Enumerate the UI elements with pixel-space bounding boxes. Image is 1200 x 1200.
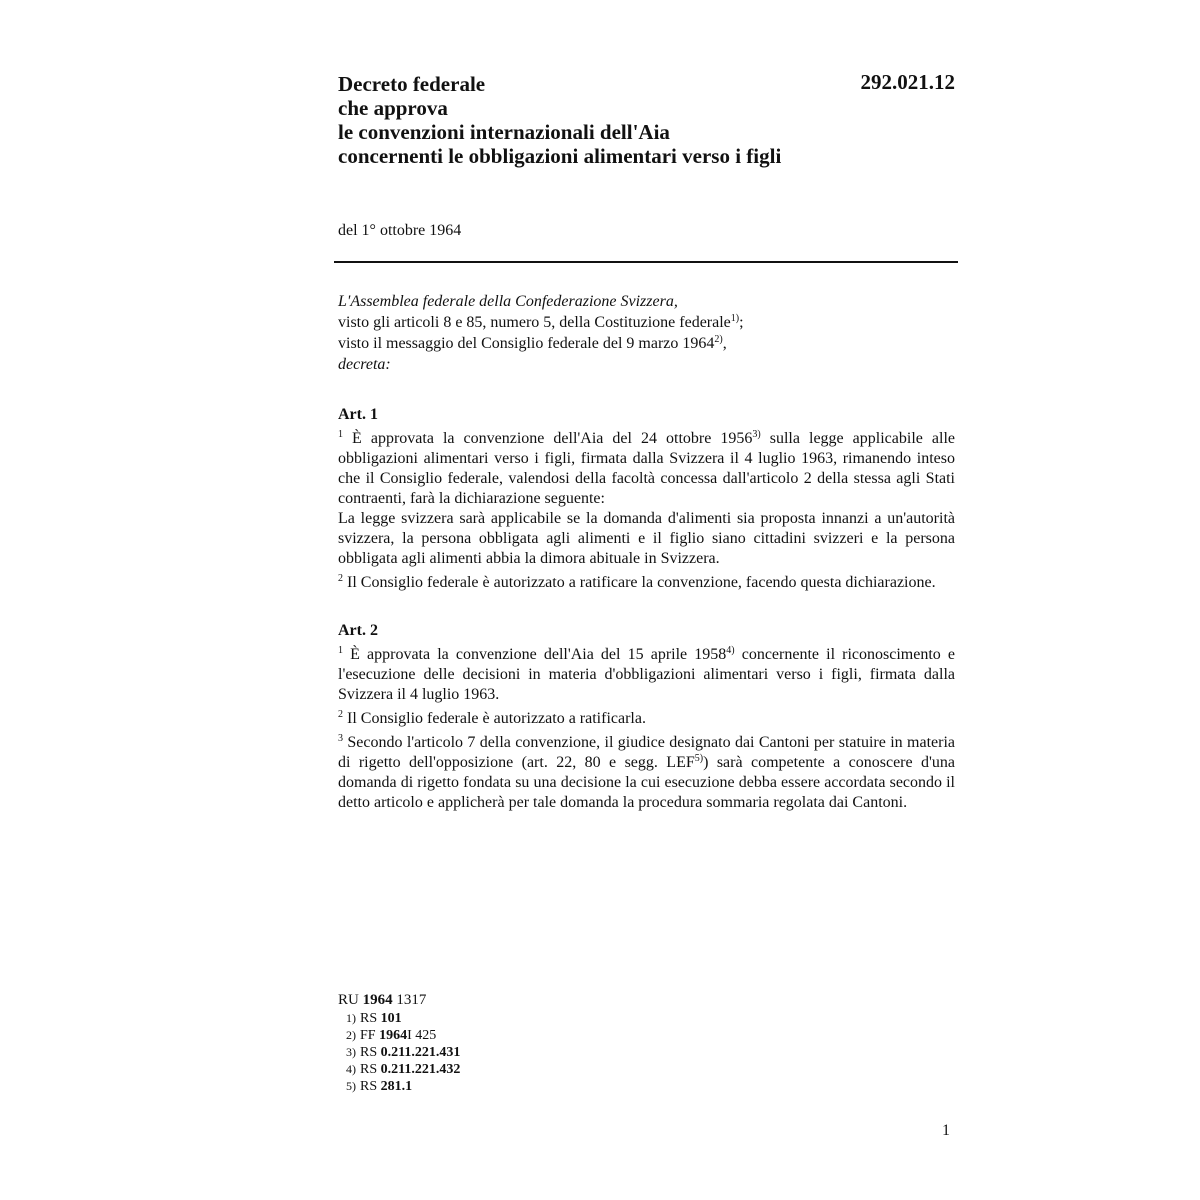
paragraph-text: concernente il riconoscimento e l'esecuzione delle decisioni in materia d'obbligazioni alimentari verso i figli, firmata dalla Svizzera il 4 luglio 1963. [338, 646, 955, 703]
footnote-ref-text: 1964 [379, 1028, 408, 1043]
footnote-number: 5) [346, 1079, 356, 1093]
header-divider [334, 261, 958, 263]
footnote-item [338, 1027, 460, 1044]
paragraph-number: 2 [338, 709, 343, 720]
preamble-line [338, 312, 955, 333]
paragraph-text: sulla legge applicabile alle obbligazioni alimentari verso i figli, firmata dalla Svizzera il 4 luglio 1963, rimanendo inteso che il Consiglio federale, valendosi della facoltà concessa dall'articolo 2 della stessa agli Stati contraenti, farà la dichiarazione seguente: [338, 430, 955, 507]
footnote-item [338, 1010, 460, 1027]
footnote-number: 3) [346, 1045, 356, 1059]
decree-title [338, 72, 858, 168]
article-paragraph [338, 573, 955, 593]
paragraph-number: 2 [338, 573, 343, 584]
title-line: concernenti le obbligazioni alimentari verso i figli [338, 144, 782, 168]
footnote-ref-text: 281.1 [380, 1079, 413, 1094]
article-1 [338, 405, 955, 593]
footnote-number: 1) [346, 1011, 356, 1025]
footnote-prefix: FF [360, 1028, 376, 1043]
footnote-ref[interactable]: 1) [730, 313, 740, 324]
footnotes [338, 992, 460, 1095]
preamble-text: , [722, 335, 727, 352]
footnote-prefix: RS [360, 1045, 378, 1060]
article-heading: Art. 2 [338, 622, 378, 639]
footnote-ref-text: 101 [380, 1011, 402, 1026]
article-paragraph [338, 709, 955, 729]
article-paragraph [338, 733, 955, 813]
footnote-item [338, 1044, 460, 1061]
footnote-ref[interactable]: 4) [726, 645, 735, 656]
ru-reference [338, 992, 460, 1009]
title-line: Decreto federale [338, 72, 486, 96]
document-body [338, 291, 955, 813]
footnote-prefix: RS [360, 1062, 378, 1077]
footnote-ref[interactable]: 5) [694, 753, 704, 764]
article-2 [338, 621, 955, 813]
article-paragraph [338, 429, 955, 509]
title-line: le convenzioni internazionali dell'Aia [338, 120, 670, 144]
paragraph-number: 3 [338, 733, 343, 744]
preamble-text: ; [739, 314, 744, 331]
footnote-number: 4) [346, 1062, 356, 1076]
declaration-text: La legge svizzera sarà applicabile se la domanda d'alimenti sia proposta innanzi a un'autorità svizzera, la persona obbligata agli alimenti e il figlio siano cittadini svizzeri e la persona obbligata agli alimenti abbia la dimora abituale in Svizzera. [338, 510, 955, 567]
preamble-text: visto gli articoli 8 e 85, numero 5, della Costituzione federale [338, 314, 731, 331]
preamble-assembly: L'Assemblea federale della Confederazione Svizzera, [338, 293, 678, 310]
paragraph-text: Il Consiglio federale è autorizzato a ratificarla. [343, 710, 646, 727]
footnote-item [338, 1078, 460, 1095]
article-heading: Art. 1 [338, 406, 378, 423]
footnote-ref-text: 0.211.221.431 [380, 1045, 461, 1060]
preamble-text: visto il messaggio del Consiglio federale del 9 marzo 1964 [338, 335, 715, 352]
paragraph-text: Il Consiglio federale è autorizzato a ratificare la convenzione, facendo questa dichiarazione. [343, 574, 936, 591]
footnote-ref[interactable]: 3) [752, 429, 761, 440]
classification-number: 292.021.12 [860, 70, 955, 94]
paragraph-text: ) sarà competente a conoscere d'una domanda di rigetto fondata su una decisione la cui esecuzione debba essere accordata secondo il detto articolo e applicherà per tale domanda la procedura sommaria regolata dai Cantoni. [338, 754, 956, 811]
ru-year: 1964 [362, 992, 393, 1008]
ru-prefix: RU [338, 992, 359, 1008]
footnote-suffix: I 425 [407, 1028, 437, 1043]
footnote-prefix: RS [360, 1011, 378, 1026]
paragraph-text: È approvata la convenzione dell'Aia del 15 aprile 1958 [343, 646, 727, 663]
footnote-ref[interactable]: 2) [714, 334, 723, 345]
paragraph-number: 1 [338, 429, 343, 440]
title-line: che approva [338, 96, 448, 120]
preamble-decreta: decreta: [338, 356, 391, 373]
decree-date: del 1° ottobre 1964 [338, 222, 462, 239]
ru-page: 1317 [396, 992, 427, 1008]
paragraph-text: È approvata la convenzione dell'Aia del 24 ottobre 1956 [343, 430, 753, 447]
preamble-line [338, 333, 955, 354]
article-paragraph [338, 645, 955, 705]
footnote-ref-text: 0.211.221.432 [380, 1062, 461, 1077]
paragraph-text: Secondo l'articolo 7 della convenzione, il giudice designato dai Cantoni per statuire in materia di rigetto dell'opposizione (art. 22, 80 e segg. LEF [338, 734, 955, 771]
page-number: 1 [942, 1122, 950, 1139]
preamble [338, 291, 955, 375]
footnote-prefix: RS [360, 1079, 378, 1094]
footnote-item [338, 1061, 460, 1078]
footnote-number: 2) [346, 1028, 356, 1042]
paragraph-number: 1 [338, 645, 343, 656]
